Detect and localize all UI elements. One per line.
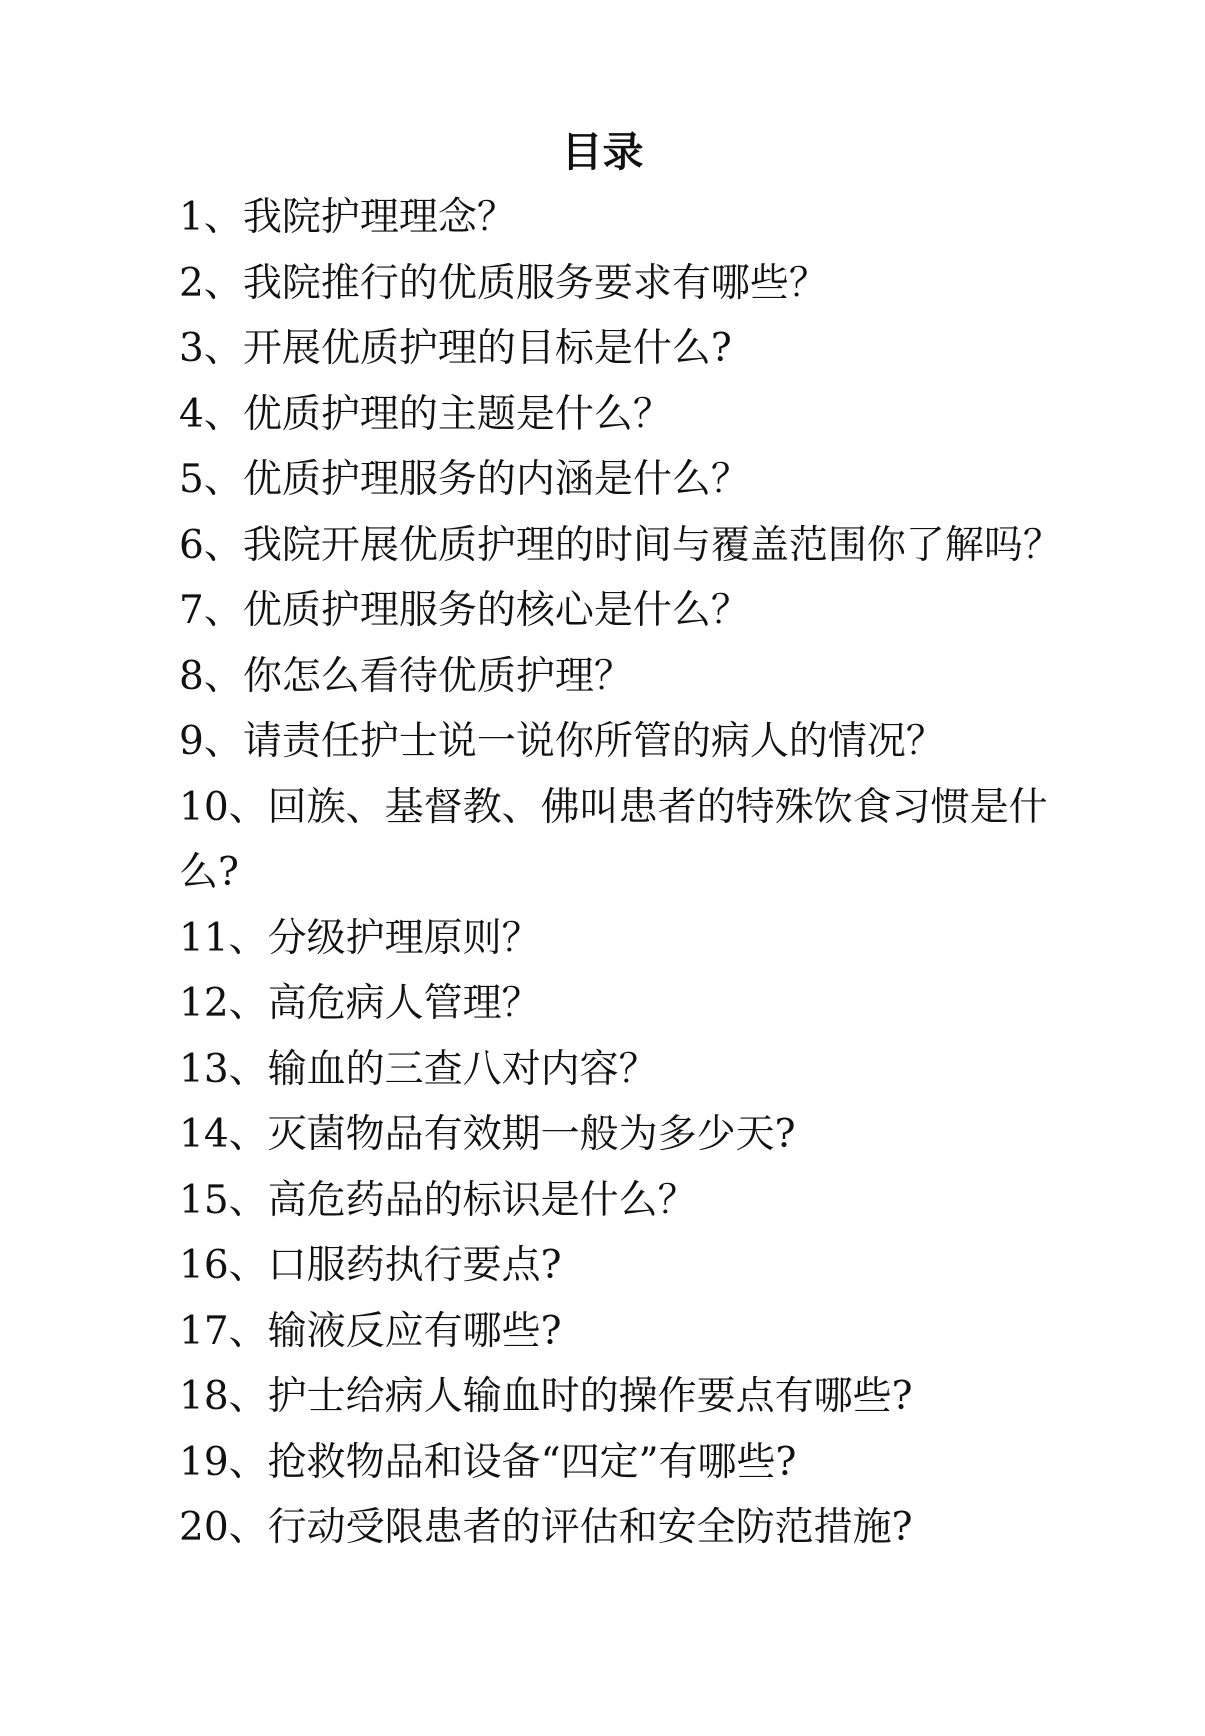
toc-item: 13、输血的三查八对内容？ — [179, 1046, 658, 1092]
toc-item: 11、分级护理原则？ — [179, 915, 541, 961]
toc-item: 16、口服药执行要点? — [179, 1243, 562, 1288]
toc-item: 17、输液反应有哪些? — [179, 1308, 562, 1354]
toc-item: 7、优质护理服务的核心是什么？ — [179, 588, 750, 633]
toc-item: 18、护士给病人输血时的操作要点有哪些? — [179, 1374, 913, 1419]
toc-item: 1、我院护理理念？ — [179, 195, 516, 240]
toc-item: 12、高危病人管理？ — [179, 981, 541, 1026]
toc-item: 5、优质护理服务的内涵是什么？ — [179, 457, 750, 502]
toc-item: 14、灭菌物品有效期一般为多少天? — [179, 1112, 796, 1157]
table-of-contents — [179, 185, 1079, 1561]
toc-item: 9、请责任护士说一说你所管的病人的情况？ — [179, 719, 945, 764]
toc-item: 2、我院推行的优质服务要求有哪些？ — [179, 260, 828, 306]
toc-item: 6、我院开展优质护理的时间与覆盖范围你了解吗？ — [179, 522, 1062, 568]
toc-item: 19、抢救物品和设备“四定”有哪些? — [179, 1439, 797, 1485]
document-title: 目录 — [561, 128, 644, 176]
toc-item: 3、开展优质护理的目标是什么? — [179, 326, 732, 371]
toc-item: 8、你怎么看待优质护理？ — [179, 653, 633, 699]
toc-item: 20、行动受限患者的评估和安全防范措施? — [179, 1505, 913, 1550]
toc-item: 15、高危药品的标识是什么？ — [179, 1177, 697, 1223]
toc-item: 10、回族、基督教、佛叫患者的特殊饮食习惯是什么? — [179, 784, 1048, 895]
toc-item: 4、优质护理的主题是什么？ — [179, 391, 672, 437]
